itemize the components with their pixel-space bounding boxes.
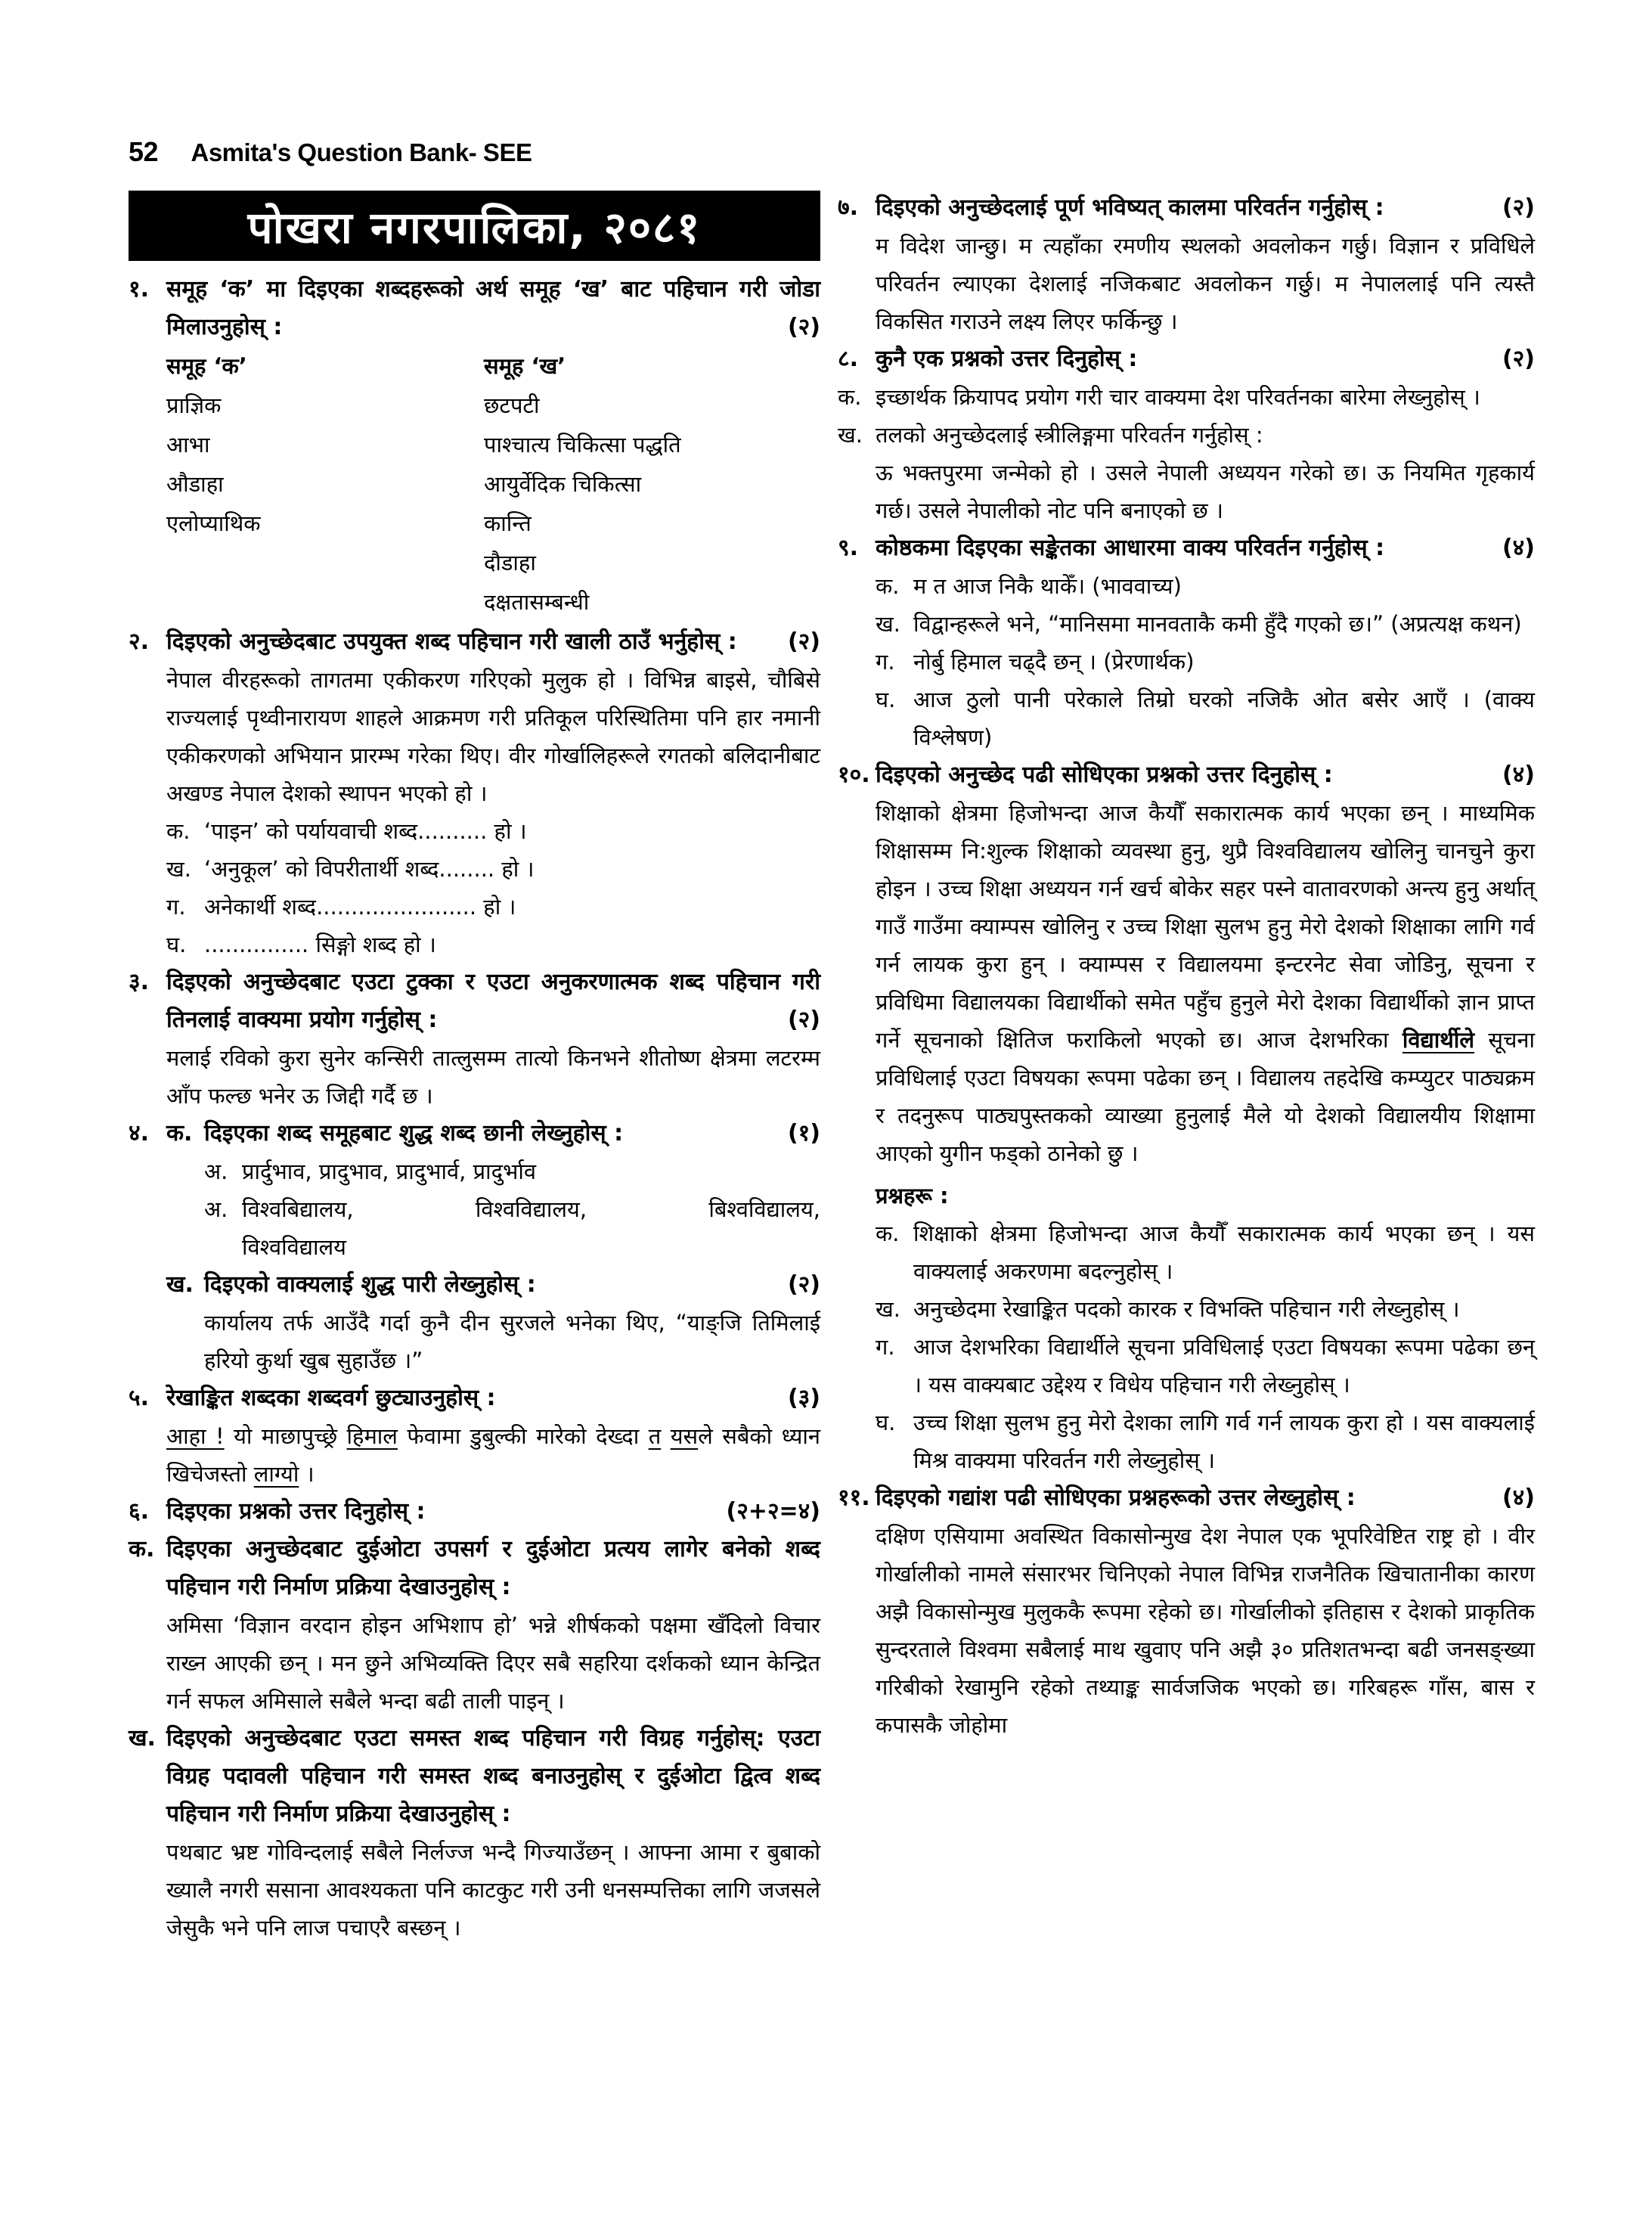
question-7-text: दिइएको अनुच्छेदलाई पूर्ण भविष्यत् कालमा परिवर्तन गर्नुहोस् : (876, 194, 1384, 221)
question-3-text: दिइएको अनुच्छेदबाट एउटा टुक्का र एउटा अनुकरणात्मक शब्द पहिचान गरी तिनलाई वाक्यमा प्रयोग गर्नुहोस् : (166, 969, 820, 1033)
group-b-item: पाश्चात्य चिकित्सा पद्धति (484, 432, 681, 458)
question-number: ७. (838, 194, 858, 221)
sub-item (876, 567, 1535, 605)
underlined-word: लाग्यो (253, 1461, 299, 1487)
sub-label: क. (876, 1221, 900, 1246)
question-8 (838, 340, 1535, 378)
question-1 (129, 271, 820, 346)
question-10 (838, 756, 1535, 794)
sub-label: ख. (838, 422, 863, 448)
question-6-text: दिइएका प्रश्नको उत्तर दिनुहोस् : (166, 1498, 426, 1525)
marks: (२) (787, 1007, 820, 1033)
sub-label: क. (166, 1120, 193, 1146)
question-9 (838, 529, 1535, 567)
sub-label: ख. (876, 1296, 900, 1322)
group-a-item: आभा (166, 432, 210, 458)
left-column (129, 271, 820, 1947)
sub-label: ख. (166, 1271, 194, 1298)
sub-item (876, 1215, 1535, 1290)
sub-text: म त आज निकै थाकेँ। (भाववाच्य) (913, 573, 1182, 599)
sub-label: क. (166, 818, 191, 844)
marks: (२) (787, 628, 820, 655)
passage (876, 794, 1535, 1172)
sub-item (876, 1404, 1535, 1479)
underlined-word: यस (670, 1423, 699, 1449)
question-4b-text: दिइएको वाक्यलाई शुद्ध पारी लेख्नुहोस् : (204, 1271, 536, 1298)
question-2 (129, 623, 820, 661)
question-11 (838, 1479, 1535, 1517)
sub-label: अ. (204, 1159, 228, 1184)
options (242, 1190, 820, 1266)
underlined-word: हिमाल (346, 1423, 398, 1449)
question-number: ८. (838, 346, 858, 372)
sub-item (166, 812, 820, 850)
question-number: ९. (838, 535, 858, 561)
sub-item (876, 605, 1535, 643)
sub-label: अ. (204, 1196, 228, 1222)
question-text: दिइएको अनुच्छेदबाट एउटा समस्त शब्द पहिचान गरी विग्रह गर्नुहोस्: एउटा विग्रह पदावली पहिचान गरी समस्त शब्द बनाउनुहोस् र दुईओटा द्वित्व शब्द पहिचान गरी निर्माण प्रक्रिया देखाउनुहोस् : (166, 1725, 820, 1827)
passage-text: शिक्षाको क्षेत्रमा हिजोभन्दा आज कैयौँ सकारात्मक कार्य भएका छन् । माध्यमिक शिक्षासम्म नि:शुल्क शिक्षाको व्यवस्था हुनु, थुप्रै विश्वविद्यालय खोलिनु चानचुने कुरा होइन । उच्च शिक्षा अध्ययन गर्न खर्च बोकेर सहर पस्ने वातावरणको अन्त्य हुनु अर्थात् गाउँ गाउँमा क्याम्पस खोलिनु र उच्च शिक्षा सुलभ हुनु मेरो देशको शिक्षाका लागि गर्व गर्न लायक कुरा हुन् । क्याम्पस र विद्यालयमा इन्टरनेट सेवा जोडिनु, सूचना र प्रविधिमा विद्यालयका विद्यार्थीको समेत पहुँच हुनुले मेरो देशका विद्यार्थीको ज्ञान प्राप्त गर्ने सूचनाको क्षितिज फराकिलो भएको छ। आज देशभरिका (876, 800, 1535, 1053)
sub-item (876, 1290, 1535, 1328)
sub-label: ग. (876, 649, 895, 675)
sub-text: अनुच्छेदमा रेखाङ्कित पदको कारक र विभक्ति पहिचान गरी लेख्नुहोस् । (913, 1296, 1460, 1322)
question-number: ६. (129, 1498, 149, 1525)
option-word: विश्वबिद्यालय, (242, 1196, 354, 1222)
right-column (838, 189, 1535, 1744)
sub-text: आज देशभरिका विद्यार्थीले सूचना प्रविधिलाई एउटा विषयका रूपमा पढेका छन् । यस वाक्यबाट उद्देश्य र विधेय पहिचान गरी लेख्नुहोस् । (913, 1334, 1535, 1398)
group-b-item: आयुर्वेदिक चिकित्सा (484, 471, 642, 497)
sub-text: ............... सिङ्गो शब्द हो । (204, 932, 436, 957)
question-3 (129, 963, 820, 1039)
passage-text: यो माछापुच्छ्रे (224, 1423, 347, 1449)
question-10-text: दिइएको अनुच्छेद पढी सोधिएका प्रश्नको उत्तर दिनुहोस् : (876, 762, 1333, 788)
passage-text: फेवामा डुबुल्की मारेको देख्दा (397, 1423, 649, 1449)
question-number: ११. (838, 1485, 870, 1511)
running-header (129, 136, 532, 168)
sub-label: क. (129, 1536, 155, 1562)
question-number: २. (129, 628, 149, 655)
exam-title: पोखरा नगरपालिका, २०८१ (247, 202, 702, 253)
question-text (166, 271, 820, 346)
sub-text: अनेकार्थी शब्द....................... हो । (204, 894, 516, 920)
exam-title-banner (129, 191, 820, 261)
sub-text: उच्च शिक्षा सुलभ हुनु मेरो देशका लागि गर्व गर्न लायक कुरा हो । यस वाक्यलाई मिश्र वाक्यमा परिवर्तन गरी लेख्नुहोस् । (913, 1410, 1535, 1473)
sub-label: ग. (166, 894, 186, 920)
sub-label: ख. (166, 856, 191, 882)
options (242, 1153, 820, 1190)
marks: (४) (1502, 535, 1535, 561)
marks: (२) (1502, 194, 1535, 221)
sub-text: नोर्बु हिमाल चढ्दै छन् । (प्रेरणार्थक) (913, 649, 1195, 675)
match-table (166, 346, 820, 622)
question-8-text: कुनै एक प्रश्नको उत्तर दिनुहोस् : (876, 346, 1138, 372)
sub-label: घ. (876, 687, 896, 712)
group-a-item (166, 543, 484, 582)
passage: कार्यालय तर्फ आउँदै गर्दा कुनै दीन सुरजले भनेका थिए, “याङ्जि तिमिलाई हरियो कुर्था खुब सुहाउँछ ।” (204, 1310, 820, 1373)
group-b-item: दौडाहा (484, 550, 536, 576)
marks: (४) (1502, 762, 1535, 788)
question-text (876, 1479, 1535, 1517)
question-text (876, 756, 1535, 794)
passage: ऊ भक्तपुरमा जन्मेको हो । उसले नेपाली अध्ययन गरेको छ। ऊ नियमित गृहकार्य गर्छ। उसले नेपालीको नोट पनि बनाएको छ । (876, 460, 1535, 523)
question-number: ३. (129, 969, 149, 995)
book-title: Asmita's Question Bank- SEE (191, 138, 532, 166)
question-number: १०. (838, 762, 870, 788)
marks: (४) (1502, 1485, 1535, 1511)
sub-text: शिक्षाको क्षेत्रमा हिजोभन्दा आज कैयौँ सकारात्मक कार्य भएका छन् । यस वाक्यलाई अकरणमा बदल्नुहोस् । (913, 1221, 1535, 1284)
group-a-item: एलोप्याथिक (166, 510, 261, 536)
question-6a (129, 1531, 820, 1606)
sub-text: ‘अनुकूल’ को विपरीतार्थी शब्द........ हो । (204, 856, 535, 882)
questions-heading: प्रश्नहरू : (876, 1183, 949, 1209)
passage-text: सूचना प्रविधिलाई एउटा विषयका रूपमा पढेका छन् । विद्यालय तहदेखि कम्प्युटर पाठ्यक्रम र तदनुरूप पाठ्यपुस्तकको व्याख्या हुनुलाई मैले यो देशको विद्यालयीय शिक्षामा आएको युगीन फड्को ठानेको छु । (876, 1027, 1535, 1166)
question-4b (129, 1266, 820, 1304)
option-word: प्रादुभाव, (318, 1159, 389, 1184)
passage (166, 1417, 820, 1493)
page-number: 52 (129, 136, 159, 167)
question-6 (129, 1493, 820, 1531)
sub-item (166, 926, 820, 963)
sub-label: घ. (876, 1410, 896, 1435)
option-word: बिश्वविद्यालय, (708, 1196, 820, 1222)
sub-text: आज ठुलो पानी परेकाले तिम्रो घरको नजिकै ओत बसेर आएँ । (वाक्य विश्लेषण) (913, 687, 1535, 750)
sub-text: ‘पाइन’ को पर्यायवाची शब्द.......... हो । (204, 818, 527, 844)
passage: म विदेश जान्छु। म त्यहाँका रमणीय स्थलको अवलोकन गर्छु। विज्ञान र प्रविधिले परिवर्तन ल्याएका देशलाई नजिकबाट अवलोकन गर्छु। म नेपाललाई पनि त्यस्तै विकसित गराउने लक्ष्य लिएर फर्किन्छु । (876, 233, 1535, 334)
question-8a (838, 378, 1535, 416)
question-text (166, 1379, 820, 1417)
question-text (166, 1493, 820, 1531)
option-word: प्रादुर्भाव (473, 1159, 537, 1184)
option-word: प्रादुभार्व, (395, 1159, 466, 1184)
question-1-text: समूह ‘क’ मा दिइएका शब्दहरूको अर्थ समूह ‘ख’ बाट पहिचान गरी जोडा मिलाउनुहोस् : (166, 276, 820, 340)
marks: (२) (1502, 346, 1535, 372)
question-text (166, 1115, 820, 1153)
sub-label: ख. (129, 1725, 156, 1752)
sub-text: विद्वान्हरूले भने, “मानिसमा मानवताकै कमी हुँदै गएको छ।” (अप्रत्यक्ष कथन) (913, 611, 1522, 637)
sub-label: ग. (876, 1334, 895, 1360)
passage: मलाई रविको कुरा सुनेर कन्सिरी तात्लुसम्म तात्यो किनभने शीतोष्ण क्षेत्रमा लटरम्म आँप फल्छ भनेर ऊ जिद्दी गर्दै छ । (166, 1045, 820, 1109)
option-row (204, 1190, 820, 1266)
group-a-item: औडाहा (166, 471, 224, 497)
question-text (876, 340, 1535, 378)
group-b-item: छटपटी (484, 393, 540, 418)
group-b-item: कान्ति (484, 510, 532, 536)
question-number: ५. (129, 1385, 149, 1411)
sub-item (876, 1328, 1535, 1404)
sub-item (166, 888, 820, 926)
question-text (876, 189, 1535, 227)
group-a-item: प्राज्ञिक (166, 393, 222, 418)
question-9-text: कोष्ठकमा दिइएका सङ्केतका आधारमा वाक्य परिवर्तन गर्नुहोस् : (876, 535, 1385, 561)
passage-text: ले सबैको ध्यान खिचेजस्तो (166, 1423, 820, 1487)
option-row (204, 1153, 820, 1190)
question-text: दिइएका अनुच्छेदबाट दुईओटा उपसर्ग र दुईओटा प्रत्यय लागेर बनेको शब्द पहिचान गरी निर्माण प्रक्रिया देखाउनुहोस् : (166, 1536, 820, 1600)
group-b-item: दक्षतासम्बन्धी (484, 589, 590, 615)
question-number: १. (129, 276, 149, 303)
question-number: ४. (129, 1120, 149, 1146)
marks: (२+२=४) (726, 1498, 820, 1525)
passage-text: । (299, 1461, 315, 1487)
group-a-heading: समूह ‘क’ (166, 353, 247, 379)
marks: (२) (787, 1271, 820, 1298)
sub-item (876, 681, 1535, 756)
question-6b (129, 1720, 820, 1833)
group-a-item (166, 582, 484, 622)
sub-label: क. (876, 573, 900, 599)
sub-item (876, 643, 1535, 681)
passage: पथबाट भ्रष्ट गोविन्दलाई सबैले निर्लज्ज भन्दै गिज्याउँछन् । आफ्ना आमा र बुबाको ख्यालै नगरी ससाना आवश्यकता पनि काटकुट गरी उनी धनसम्पत्तिका लागि जजसले जेसुकै भने पनि लाज पचाएरै बस्छन् । (166, 1839, 820, 1941)
question-8b (838, 416, 1535, 454)
sub-text: इच्छार्थक क्रियापद प्रयोग गरी चार वाक्यमा देश परिवर्तनका बारेमा लेख्नुहोस् । (876, 384, 1480, 410)
sub-text: तलको अनुच्छेदलाई स्त्रीलिङ्गमा परिवर्तन गर्नुहोस् : (876, 422, 1263, 448)
marks: (१) (787, 1120, 820, 1146)
passage: नेपाल वीरहरूको तागतमा एकीकरण गरिएको मुलुक हो । विभिन्न बाइसे, चौबिसे राज्यलाई पृथ्वीनारायण शाहले आक्रमण गरी प्रतिकूल परिस्थितिमा पनि हार नमानी एकीकरणको अभियान प्रारम्भ गरेका थिए। वीर गोर्खालिहरूले रगतको बलिदानीबाट अखण्ड नेपाल देशको स्थापन भएको हो । (166, 667, 820, 806)
question-5-text: रेखाङ्कित शब्दका शब्दवर्ग छुट्याउनुहोस् : (166, 1385, 496, 1411)
option-word: विश्वविद्यालय, (475, 1196, 587, 1222)
marks: (३) (787, 1385, 820, 1411)
group-b-heading: समूह ‘ख’ (484, 353, 566, 379)
sub-label: घ. (166, 932, 187, 957)
option-word: प्रार्दुभाव, (242, 1159, 312, 1184)
passage: अमिसा ‘विज्ञान वरदान होइन अभिशाप हो’ भन्ने शीर्षकको पक्षमा खँदिलो विचार राख्न आएकी छन् । मन छुने अभिव्यक्ति दिएर सबै सहरिया दर्शकको ध्यान केन्द्रित गर्न सफल अमिसाले सबैले भन्दा बढी ताली पाइन् । (166, 1612, 820, 1714)
underlined-word: आहा ! (166, 1423, 225, 1449)
option-word: विश्वविद्यालय (242, 1234, 346, 1260)
question-4a (129, 1115, 820, 1153)
question-4a-text: दिइएका शब्द समूहबाट शुद्ध शब्द छानी लेख्नुहोस् : (204, 1120, 624, 1146)
question-text (166, 963, 820, 1039)
question-text (876, 529, 1535, 567)
sub-label: ख. (876, 611, 900, 637)
question-11-text: दिइएको गद्यांश पढी सोधिएका प्रश्नहरूको उत्तर लेख्नुहोस् : (876, 1485, 1356, 1511)
question-5 (129, 1379, 820, 1417)
marks: (२) (787, 314, 820, 340)
underlined-word: त (648, 1423, 662, 1449)
question-text (166, 1266, 820, 1304)
question-2-text: दिइएको अनुच्छेदबाट उपयुक्त शब्द पहिचान गरी खाली ठाउँ भर्नुहोस् : (166, 628, 737, 655)
question-text (166, 623, 820, 661)
underlined-word: विद्यार्थीले (1402, 1027, 1474, 1053)
question-7 (838, 189, 1535, 227)
passage: दक्षिण एसियामा अवस्थित विकासोन्मुख देश नेपाल एक भूपरिवेष्टित राष्ट्र हो । वीर गोर्खालीको नामले संसारभर चिनिएको नेपाल विभिन्न राजनैतिक खिचातानीका कारण अझै विकासोन्मुख मुलुककै रूपमा रहेको छ। गोर्खालीको इतिहास र देशको प्राकृतिक सुन्दरताले विश्वमा सबैलाई माथ खुवाए पनि अझै ३० प्रतिशतभन्दा बढी जनसङ्ख्या गरिबीको रेखामुनि रहेको तथ्याङ्क सार्वजजिक भएको छ। गरिबहरू गाँस, बास र कपासकै जोहोमा (876, 1523, 1535, 1738)
sub-label: क. (838, 384, 862, 410)
sub-item (166, 850, 820, 888)
